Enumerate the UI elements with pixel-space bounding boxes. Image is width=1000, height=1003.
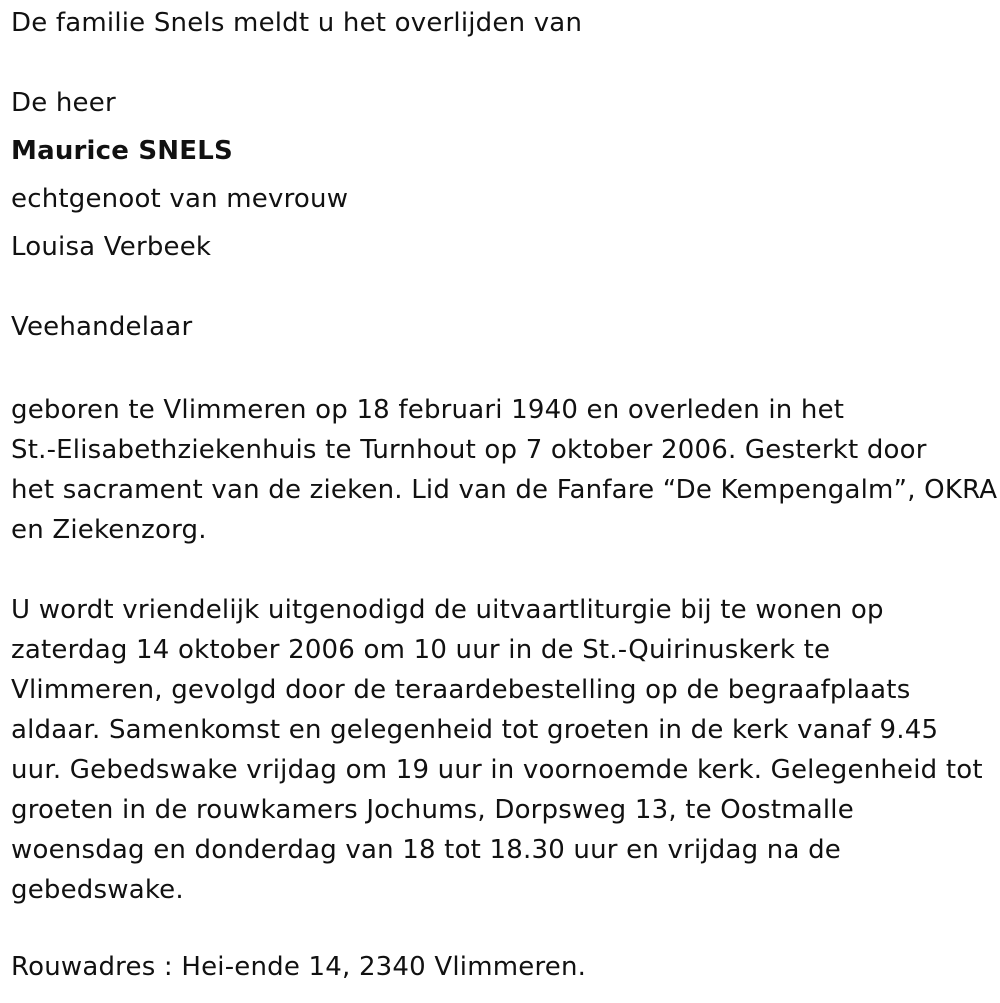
biography-line: het sacrament van de zieken. Lid van de Fanfare “De Kempengalm”, OKRA [11,475,998,505]
biography-line: geboren te Vlimmeren op 18 februari 1940 en overleden in het [11,395,845,425]
funeral-line: woensdag en donderdag van 18 tot 18.30 uur en vrijdag na de [11,835,841,865]
intro-line: De familie Snels meldt u het overlijden van [11,8,583,38]
funeral-line: uur. Gebedswake vrijdag om 19 uur in voornoemde kerk. Gelegenheid tot [11,755,983,785]
funeral-line: aldaar. Samenkomst en gelegenheid tot groeten in de kerk vanaf 9.45 [11,715,939,745]
funeral-line: groeten in de rouwkamers Jochums, Dorpsweg 13, te Oostmalle [11,795,854,825]
mourning-address: Rouwadres : Hei-ende 14, 2340 Vlimmeren. [11,952,587,982]
spouse-name: Louisa Verbeek [11,232,212,262]
spouse-label: echtgenoot van mevrouw [11,184,349,214]
funeral-line: Vlimmeren, gevolgd door de teraardebestelling op de begraafplaats [11,675,911,705]
funeral-line: gebedswake. [11,875,184,905]
biography-paragraph [11,390,997,550]
honorific-title: De heer [11,88,116,118]
funeral-line: U wordt vriendelijk uitgenodigd de uitvaartliturgie bij te wonen op [11,595,884,625]
biography-line: St.-Elisabethziekenhuis te Turnhout op 7 oktober 2006. Gesterkt door [11,435,927,465]
funeral-paragraph [11,590,983,910]
funeral-line: zaterdag 14 oktober 2006 om 10 uur in de St.-Quirinuskerk te [11,635,831,665]
profession: Veehandelaar [11,312,193,342]
biography-line: en Ziekenzorg. [11,515,207,545]
deceased-name: Maurice SNELS [11,136,233,166]
